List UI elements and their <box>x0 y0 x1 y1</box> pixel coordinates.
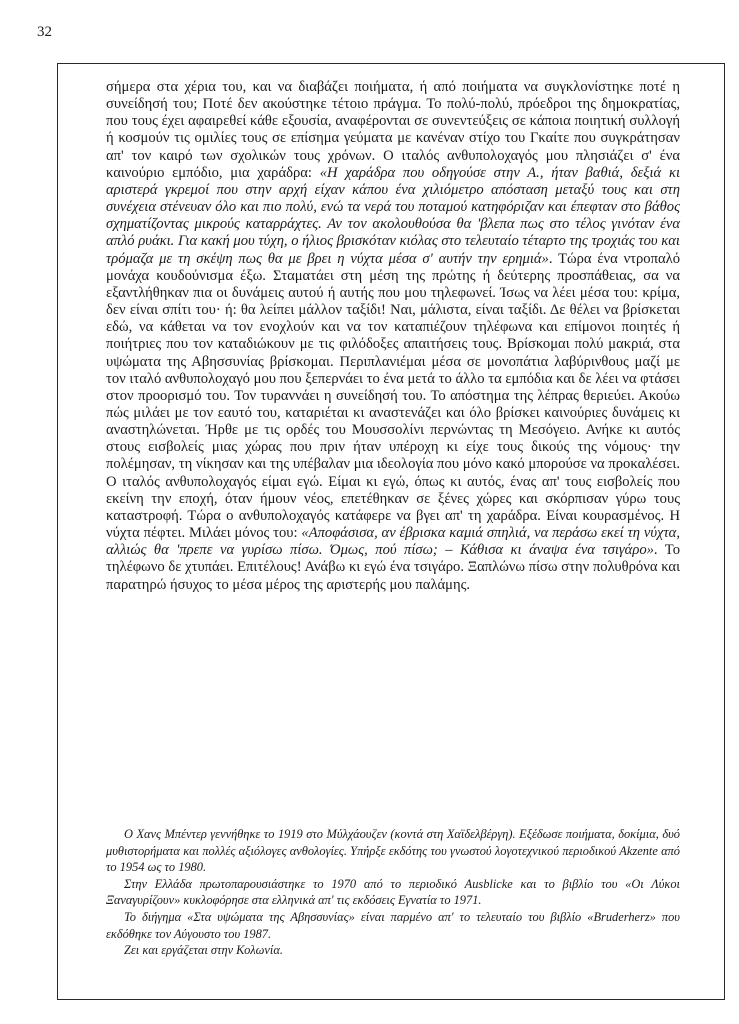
story-paragraph <box>106 79 680 594</box>
quoted-passage: «Αποφάσισα, αν έβρισκα καμιά σπηλιά, να περάσω εκεί τη νύχτα, αλλιώς θα 'πρεπε να γυρίσω πίσω. Όμως, πού πίσω; – Κάθισα κι άναψα ένα τσιγάρο» <box>106 525 680 559</box>
narration-segment: . Το τηλέφωνο δε χτυπάει. Επιτέλους! Ανάβω κι εγώ ένα τσιγάρο. Ξαπλώνω πίσω στην πολυθρόνα και παρατηρώ ήσυχος το μέσα μέρος της αριστερής μου παλάμης. <box>106 542 680 593</box>
narration-segment: . Τώρα ένα ντροπαλό μονάχα κουδούνισμα έξω. Σταματάει στη μέση της πρώτης ή δεύτερης προσπάθειας, σα να εξαντλήθηκαν πια οι δυνάμεις αυτού ή αυτής που μου τηλεφωνεί. Ίσως να λέει μέσα του: κρίμα, δεν είναι σπίτι του· ή: θα λείπει μάλλον ταξίδι! Ναι, μάλιστα, είναι ταξίδι. Δε θέλει να βρίσκεται εδώ, να κάθεται να τον ενοχλούν και να τον καταπιέζουν τηλέφωνα και επίμονοι ποιητές ή ποιήτριες που τον καταδιώκουν με τις φιλόδοξες απαιτήσεις τους. Βρίσκομαι πολύ μακριά, στα υψώματα της Αβησσυνίας βρίσκομαι. Περιπλανιέμαι μέσα σε μονοπάτια λαβύρινθους μαζί με τον ιταλό ανθυπολοχαγό μου που ξεπερνάει το ένα μετά το άλλο τα εμπόδια και δε λέει να φτάσει στον προορισμό του. Τον τυραννάει η συνείδησή του. Το απόστημα της λέπρας θεριεύει. Ακούω πώς μιλάει με τον εαυτό του, καταριέται κι αναστενάζει και όλο βρίσκει καινούριες δυνάμεις κι αναστηλώνεται. Ήρθε με τις ορδές του Μουσσολίνι περνώντας τη Μεσόγειο. Ανήκε κι αυτός στους εισβολείς μιας χώρας που πριν ήταν υπέροχη κι είχε τους δικούς της νόμους· την πολέμησαν, τη νίκησαν και της υπέβαλαν μια ιδεολογία που μόνο κακό μπορούσε να προκαλέσει. Ο ιταλός ανθυπολοχαγός είμαι εγώ. Είμαι κι εγώ, όπως κι αυτός, ένας απ' τους εισβολείς που εκείνη την εποχή, όταν ήμουν νέος, επετέθηκαν σε ξένες χώρες και σκόρπισαν γύρω τους καταστροφή. Τώρα ο ανθυπολοχαγός κατάφερε να βγει απ' τη χαράδρα. Είναι κουρασμένος. Η νύχτα πέφτει. Μιλάει μόνος του: <box>106 250 680 542</box>
narration-segment: σήμερα στα χέρια του, και να διαβάζει ποιήματα, ή από ποιήματα να συγκλονίστηκε ποτέ η συνείδησή του; Ποτέ δεν ακούστηκε τέτοιο πράγμα. Το πολύ-πολύ, πρόεδροι της δημοκρατίας, που τους έχει αφαιρεθεί κάθε εξουσία, αναφέρονται σε συνεντεύξεις σε κάποια ποιητική συλλογή ή κοσμούν τις ομιλίες τους σε επίσημα γεύματα με κανέναν στίχο του Γκαίτε που συγκράτησαν απ' τον καιρό των σχολικών τους χρόνων. Ο ιταλός ανθυπολοχαγός μου πλησιάζει σ' ένα καινούριο εμπόδιο, μια χαράδρα: <box>106 79 680 181</box>
bio-paragraph: Ζει και εργάζεται στην Κολωνία. <box>124 943 283 958</box>
author-bio <box>106 826 680 959</box>
quoted-passage: «Η χαράδρα που οδηγούσε στην Α., ήταν βαθιά, δεξιά κι αριστερά γκρεμοί που στην αρχή είχαν κάπου ένα χιλιόμετρο απόσταση μεταξύ τους και στη συνέχεια στένευαν όλο και πιο πολύ, ενώ τα νερά του ποταμού κατηφόριζαν και έπεφταν στο βάθος σχηματίζοντας μικρούς καταρράχτες. Αν τον ακολουθούσα θα 'βλεπα πως στο τέλος γινόταν ένα απλό ρυάκι. Για κακή μου τύχη, ο ήλιος βρισκόταν κιόλας στο τελευταίο τέταρτο της τροχιάς του και τρόμαζα με τη σκέψη πως θα με βρει η νύχτα μέσα σ' αυτήν την ερημιά» <box>106 164 681 267</box>
story-text <box>106 79 680 594</box>
page-number: 32 <box>37 24 52 40</box>
bio-paragraph: Ο Χανς Μπέντερ γεννήθηκε το 1919 στο Μύλχάουζεν (κοντά στη Χαϊδελβέργη). Εξέδωσε ποιήματα, δοκίμια, δυό μυθιστορήματα και πολλές αξιόλογες ανθολογίες. Υπήρξε εκδότης του γνωστού λογοτεχνικού περιοδικού Akzente από το 1954 ως το 1980. <box>106 827 680 875</box>
bio-paragraph: Το διήγημα «Στα υψώματα της Αβησσυνίας» είναι παρμένο απ' το τελευταίο του βιβλίο «Bruderherz» που εκδόθηκε τον Αύγουστο του 1987. <box>106 909 680 941</box>
bio-paragraph: Στην Ελλάδα πρωτοπαρουσιάστηκε το 1970 από το περιοδικό Ausblicke και το βιβλίο του «Οι Λύκοι Ξαναγυρίζουν» κυκλοφόρησε στα ελληνικά απ' τις εκδόσεις Εγνατία το 1971. <box>106 876 680 908</box>
